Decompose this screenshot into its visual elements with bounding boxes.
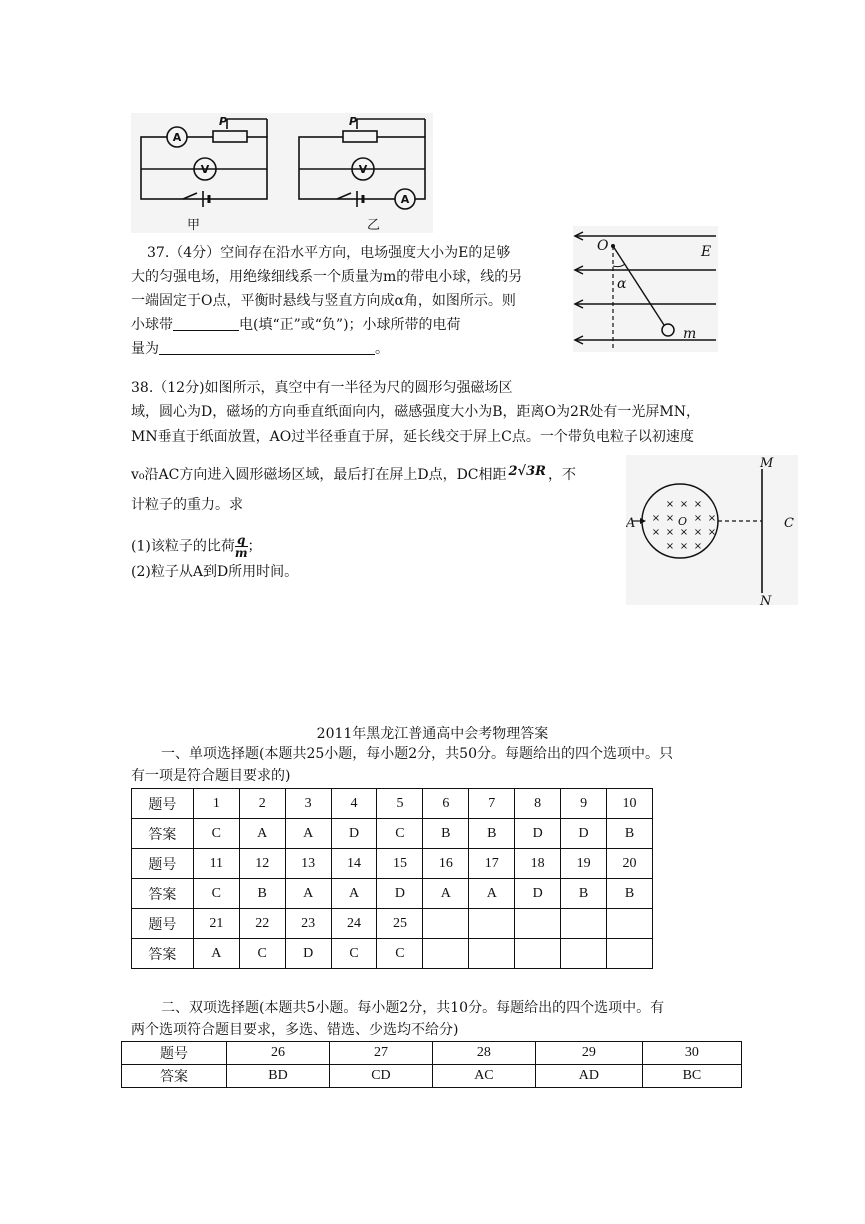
q38-line1: 38.（12分)如图所示，真空中有一半径为尺的圆形匀强磁场区 — [131, 380, 513, 396]
q38-line7: (2)粒子从A到D所用时间。 — [131, 564, 299, 580]
table-row-question-numbers — [132, 909, 653, 939]
svg-text:×: × — [665, 541, 675, 552]
question-number-cell: 29 — [535, 1042, 642, 1065]
charge-mass-ratio — [235, 534, 248, 559]
row-label-answer: 答案 — [132, 819, 194, 849]
question-number-cell: 11 — [193, 849, 239, 879]
answer-cell — [515, 939, 561, 969]
answer-cell: A — [285, 819, 331, 849]
question-number-cell: 30 — [642, 1042, 741, 1065]
question-number-cell — [561, 909, 607, 939]
answer-cell: A — [285, 879, 331, 909]
row-label-question: 题号 — [132, 789, 194, 819]
question-number-cell: 28 — [432, 1042, 535, 1065]
sec2-line2: 两个选项符合题目要求，多选、错选、少选均不给分) — [131, 1022, 459, 1038]
answer-cell: C — [193, 879, 239, 909]
mag-label-A: A — [626, 516, 636, 531]
table-row-question-numbers — [122, 1042, 742, 1065]
answer-cell: B — [607, 819, 653, 849]
q38-line6-prefix: (1)该粒子的比荷 — [131, 538, 235, 555]
svg-text:×: × — [679, 527, 689, 538]
question-number-cell: 17 — [469, 849, 515, 879]
answer-cell: B — [469, 819, 515, 849]
question-number-cell: 12 — [239, 849, 285, 879]
svg-text:A: A — [172, 131, 182, 144]
q38-line2: 域，圆心为D，磁场的方向垂直纸面向内，磁感强度大小为B，距离O为2R处有一光屏MN， — [131, 404, 701, 420]
answer-cell — [423, 939, 469, 969]
question-number-cell: 8 — [515, 789, 561, 819]
magnetic-field-figure — [626, 455, 798, 605]
q37-line4-prefix: 小球带 — [131, 317, 173, 333]
q37-line5-prefix: 量为 — [131, 341, 159, 357]
answer-cell: A — [193, 939, 239, 969]
distance-formula: 2√3R — [508, 464, 546, 479]
answer-cell: C — [377, 819, 423, 849]
answer-cell: C — [331, 939, 377, 969]
answer-cell — [561, 939, 607, 969]
q38-line3: MN垂直于纸面放置，AO过半径垂直于屏，延长线交于屏上C点。一个带负电粒子以初速度 — [131, 429, 694, 445]
question-number-cell: 18 — [515, 849, 561, 879]
q38-line5: 计粒子的重力。求 — [131, 497, 243, 513]
answer-cell — [469, 939, 515, 969]
question-number-cell: 3 — [285, 789, 331, 819]
svg-text:A: A — [400, 193, 410, 206]
svg-text:×: × — [665, 513, 675, 524]
double-choice-answer-table — [121, 1041, 742, 1088]
question-number-cell: 27 — [329, 1042, 432, 1065]
question-number-cell: 6 — [423, 789, 469, 819]
answers-title: 2011年黑龙江普通高中会考物理答案 — [316, 726, 549, 742]
mag-label-O: O — [678, 515, 688, 528]
answer-cell: AC — [432, 1065, 535, 1088]
table-row-question-numbers — [132, 849, 653, 879]
answer-cell: B — [239, 879, 285, 909]
q37-line4 — [131, 315, 461, 335]
electric-field-figure — [573, 226, 718, 352]
svg-text:×: × — [693, 499, 703, 510]
svg-text:×: × — [665, 527, 675, 538]
question-number-cell: 7 — [469, 789, 515, 819]
charge-amount-blank — [159, 340, 375, 355]
question-number-cell: 16 — [423, 849, 469, 879]
question-number-cell — [469, 909, 515, 939]
svg-text:V: V — [200, 163, 210, 176]
question-number-cell: 13 — [285, 849, 331, 879]
question-number-cell: 20 — [607, 849, 653, 879]
svg-text:P: P — [218, 115, 228, 128]
question-number-cell: 23 — [285, 909, 331, 939]
question-number-cell: 24 — [331, 909, 377, 939]
answer-cell: C — [193, 819, 239, 849]
question-number-cell: 4 — [331, 789, 377, 819]
svg-text:×: × — [665, 499, 675, 510]
question-number-cell: 1 — [193, 789, 239, 819]
sec1-line2: 有一项是符合题目要求的) — [131, 768, 291, 784]
table-row-answers — [132, 939, 653, 969]
answer-cell — [607, 939, 653, 969]
svg-text:×: × — [707, 513, 717, 524]
q38-line4-prefix: v₀沿AC方向进入圆形磁场区域，最后打在屏上D点，DC相距 — [131, 467, 507, 483]
question-number-cell: 21 — [193, 909, 239, 939]
svg-text:×: × — [679, 499, 689, 510]
question-number-cell: 19 — [561, 849, 607, 879]
table-row-answers — [132, 819, 653, 849]
row-label-answer: 答案 — [132, 879, 194, 909]
svg-text:×: × — [693, 513, 703, 524]
answer-cell: CD — [329, 1065, 432, 1088]
answer-cell: C — [377, 939, 423, 969]
question-number-cell: 25 — [377, 909, 423, 939]
svg-text:×: × — [693, 527, 703, 538]
answer-cell: AD — [535, 1065, 642, 1088]
table-row-question-numbers — [132, 789, 653, 819]
row-label-question: 题号 — [122, 1042, 227, 1065]
answer-cell: D — [285, 939, 331, 969]
sec1-line1: 一、单项选择题(本题共25小题，每小题2分，共50分。每题给出的四个选项中。只 — [161, 746, 673, 762]
charge-sign-blank — [173, 316, 239, 331]
question-number-cell: 10 — [607, 789, 653, 819]
answer-cell: B — [607, 879, 653, 909]
circuit-figures — [131, 113, 433, 233]
ratio-denominator: m — [234, 546, 248, 560]
question-number-cell: 5 — [377, 789, 423, 819]
row-label-answer: 答案 — [132, 939, 194, 969]
q37-line1: 37.（4分）空间存在沿水平方向，电场强度大小为E的足够 — [147, 245, 511, 261]
answer-cell: D — [377, 879, 423, 909]
q37-line3: 一端固定于O点，平衡时悬线与竖直方向成α角，如图所示。则 — [131, 293, 516, 309]
q37-line2: 大的匀强电场，用绝缘细线系一个质量为m的带电小球，线的另 — [131, 269, 523, 285]
answer-cell: B — [561, 879, 607, 909]
answer-cell: BC — [642, 1065, 741, 1088]
mag-label-M: M — [760, 456, 774, 471]
table-row-answers — [122, 1065, 742, 1088]
question-number-cell: 22 — [239, 909, 285, 939]
answer-cell: A — [469, 879, 515, 909]
q37-line5 — [131, 339, 389, 359]
answer-cell: A — [331, 879, 377, 909]
question-number-cell — [515, 909, 561, 939]
question-number-cell: 15 — [377, 849, 423, 879]
answer-cell: A — [239, 819, 285, 849]
field-label-alpha: α — [617, 276, 627, 292]
answer-cell: D — [331, 819, 377, 849]
answer-cell: BD — [227, 1065, 330, 1088]
row-label-answer: 答案 — [122, 1065, 227, 1088]
row-label-question: 题号 — [132, 909, 194, 939]
q37-line4-suffix: 电(填“正”或“负”)；小球所带的电荷 — [239, 317, 461, 333]
row-label-question: 题号 — [132, 849, 194, 879]
answer-cell: D — [561, 819, 607, 849]
answer-cell: D — [515, 879, 561, 909]
mag-label-C: C — [784, 516, 794, 531]
question-number-cell — [423, 909, 469, 939]
mag-label-N: N — [760, 594, 772, 605]
question-number-cell: 26 — [227, 1042, 330, 1065]
question-number-cell: 9 — [561, 789, 607, 819]
question-number-cell: 14 — [331, 849, 377, 879]
svg-text:P: P — [348, 115, 358, 128]
q38-line4 — [131, 462, 576, 485]
q38-line4-suffix: ，不 — [547, 467, 576, 483]
field-label-E: E — [701, 244, 712, 260]
ratio-numerator: q — [235, 534, 248, 547]
question-number-cell — [607, 909, 653, 939]
q38-line6-suffix: ； — [247, 538, 262, 555]
circuit-label-jia: 甲 — [187, 218, 201, 233]
svg-text:×: × — [707, 527, 717, 538]
question-number-cell: 2 — [239, 789, 285, 819]
answer-cell: D — [515, 819, 561, 849]
q37-line5-suffix: 。 — [375, 341, 389, 357]
answer-cell: C — [239, 939, 285, 969]
svg-text:×: × — [651, 513, 661, 524]
svg-text:×: × — [693, 541, 703, 552]
table-row-answers — [132, 879, 653, 909]
q38-line6 — [131, 534, 262, 559]
single-choice-answer-table — [131, 788, 653, 969]
circuit-label-yi: 乙 — [367, 218, 381, 233]
sec2-line1: 二、双项选择题(本题共5小题。每小题2分，共10分。每题给出的四个选项中。有 — [161, 1000, 665, 1016]
svg-text:×: × — [679, 541, 689, 552]
field-label-O: O — [597, 238, 609, 254]
svg-text:×: × — [651, 527, 661, 538]
svg-text:V: V — [358, 163, 368, 176]
answer-cell: B — [423, 819, 469, 849]
answer-cell: A — [423, 879, 469, 909]
field-label-m: m — [683, 326, 697, 342]
